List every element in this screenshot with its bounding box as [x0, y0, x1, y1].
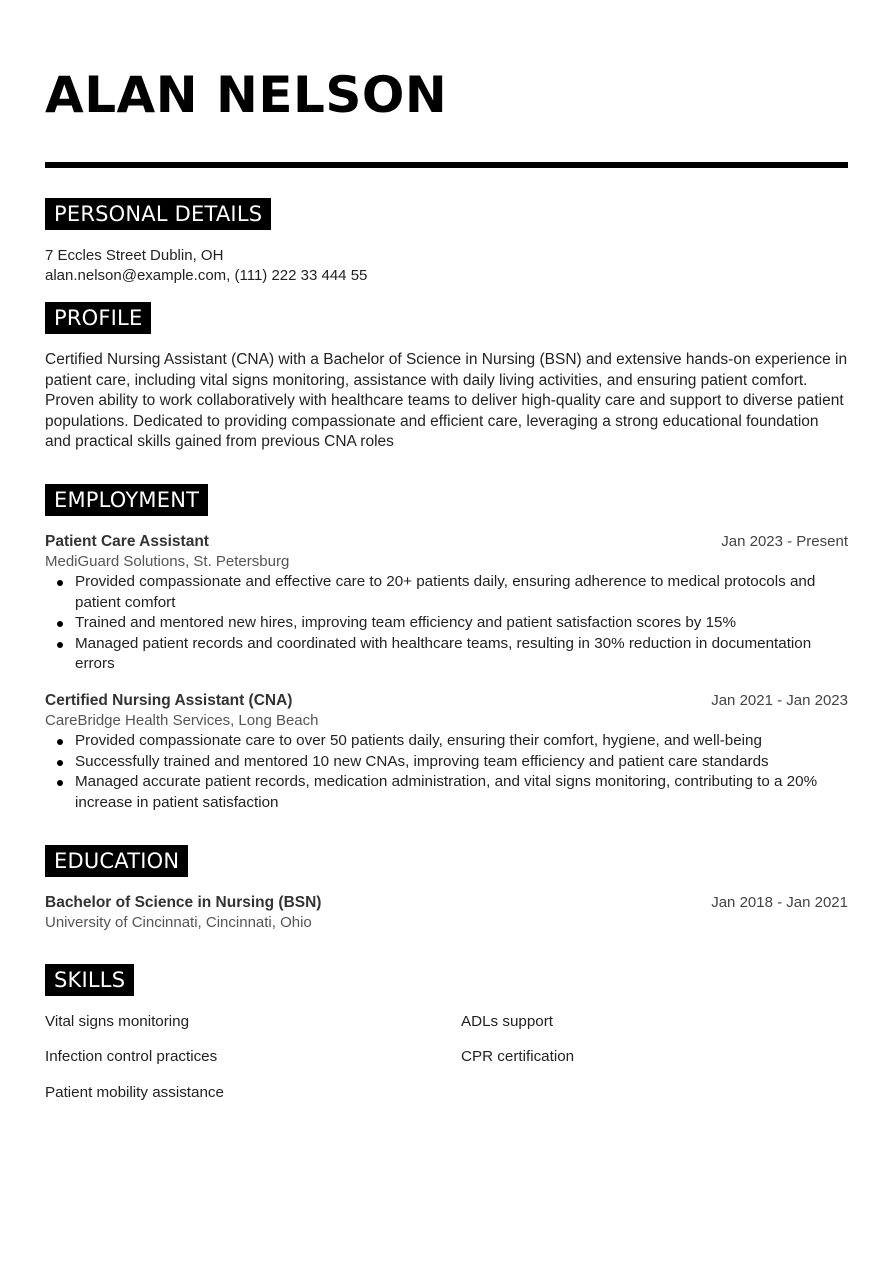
degree: Bachelor of Science in Nursing (BSN) — [45, 894, 322, 911]
job-bullets — [45, 572, 848, 675]
bullet-item: Managed patient records and coordinated with healthcare teams, resulting in 30% reduction in documentation errors — [45, 634, 848, 675]
bullet-item: Provided compassionate and effective care to 20+ patients daily, ensuring adherence to medical protocols and patient comfort — [45, 572, 848, 613]
skill-item: Infection control practices — [45, 1048, 218, 1065]
skill-item: Vital signs monitoring — [45, 1013, 190, 1030]
skill-item: Patient mobility assistance — [45, 1084, 224, 1101]
section-title-personal-details: PERSONAL DETAILS — [45, 198, 271, 230]
bullet-item: Successfully trained and mentored 10 new CNAs, improving team efficiency and patient care standards — [45, 752, 848, 773]
job-bullets — [45, 731, 848, 813]
profile-summary: Certified Nursing Assistant (CNA) with a Bachelor of Science in Nursing (BSN) and extensive hands-on experience in patient care, including vital signs monitoring, assistance with daily living activities, and ensuring patient comfort. Proven ability to work collaboratively with healthcare teams to deliver high-quality care and support to diverse patient populations. Dedicated to providing compassionate and efficient care, leveraging a strong educational foundation and practical skills gained from previous CNA roles — [45, 351, 848, 451]
job-date: Jan 2023 - Present — [721, 533, 848, 550]
bullet-item: Provided compassionate care to over 50 patients daily, ensuring their comfort, hygiene, and well-being — [45, 731, 848, 752]
job-employer: MediGuard Solutions, St. Petersburg — [45, 553, 290, 570]
address: 7 Eccles Street Dublin, OH — [45, 247, 224, 264]
education-date: Jan 2018 - Jan 2021 — [711, 894, 848, 911]
job-title: Certified Nursing Assistant (CNA) — [45, 692, 293, 709]
bullet-item: Managed accurate patient records, medication administration, and vital signs monitoring, contributing to a 20% increase in patient satisfaction — [45, 772, 848, 813]
job-title: Patient Care Assistant — [45, 533, 209, 550]
job-date: Jan 2021 - Jan 2023 — [711, 692, 848, 709]
section-title-employment: EMPLOYMENT — [45, 484, 208, 516]
skill-item: CPR certification — [461, 1048, 575, 1065]
job-employer: CareBridge Health Services, Long Beach — [45, 712, 319, 729]
section-title-education: EDUCATION — [45, 845, 188, 877]
contact-info: alan.nelson@example.com, (111) 222 33 444 55 — [45, 267, 368, 284]
candidate-name: ALAN NELSON — [45, 66, 448, 124]
bullet-item: Trained and mentored new hires, improving team efficiency and patient satisfaction scores by 15% — [45, 613, 848, 634]
skill-item: ADLs support — [461, 1013, 554, 1030]
header-divider — [45, 162, 848, 168]
section-title-skills: SKILLS — [45, 964, 134, 996]
school: University of Cincinnati, Cincinnati, Ohio — [45, 914, 312, 931]
section-title-profile: PROFILE — [45, 302, 151, 334]
